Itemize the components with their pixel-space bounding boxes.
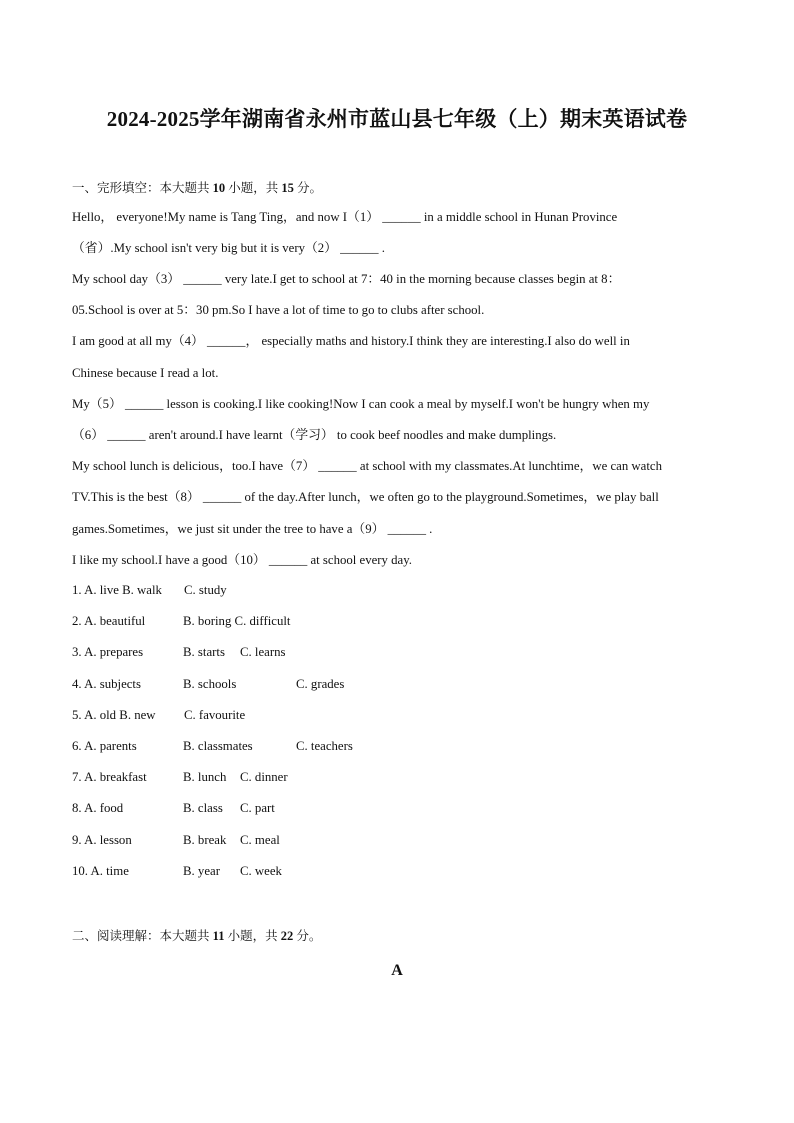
passage-line: I am good at all my（4） ______， especially maths and history.I think they are interesting.I also do well in: [72, 334, 630, 348]
option-a: 9. A. lesson: [72, 833, 132, 847]
option-a: 2. A. beautiful: [72, 614, 146, 628]
passage-line: Chinese because I read a lot.: [72, 366, 219, 380]
passage-line: My（5） ______ lesson is cooking.I like cooking!Now I can cook a meal by myself.I won't be hungry when my: [72, 397, 650, 411]
passage-line: TV.This is the best（8） ______ of the day.After lunch，we often go to the playground.Sometimes，we play ball: [72, 490, 659, 504]
option-c: C. teachers: [296, 739, 353, 753]
option-a: 3. A. prepares: [72, 645, 144, 659]
option-b: B. starts: [183, 645, 225, 659]
passage-line: （6） ______ aren't around.I have learnt（学习） to cook beef noodles and make dumplings.: [72, 428, 557, 442]
option-a: 5. A. old B. new: [72, 708, 156, 722]
passage-line: 05.School is over at 5：30 pm.So I have a lot of time to go to clubs after school.: [72, 303, 485, 317]
question-options-2: [72, 614, 472, 630]
section-1-prefix: 一、完形填空：本大题共: [72, 181, 213, 195]
question-options-4: [72, 677, 472, 693]
passage-line: Hello， everyone!My name is Tang Ting，and now I（1） ______ in a middle school in Hunan Province: [72, 210, 618, 224]
section-2-prefix: 二、阅读理解：本大题共: [72, 929, 213, 943]
option-c: C. part: [240, 801, 275, 815]
section-1-suffix: 分。: [293, 181, 323, 195]
passage-line: （省）.My school isn't very big but it is very（2） ______ .: [72, 241, 385, 255]
question-options-9: [72, 833, 472, 849]
option-b: B. boring C. difficult: [183, 614, 291, 628]
option-c: C. grades: [296, 677, 345, 691]
option-a: 1. A. live B. walk: [72, 583, 162, 597]
section-2-count: 11: [212, 929, 225, 943]
question-options-8: [72, 801, 472, 817]
section-2-mid: 小题，共: [224, 929, 281, 943]
option-a: 7. A. breakfast: [72, 770, 147, 784]
option-b: B. lunch: [183, 770, 227, 784]
section-1-heading: [72, 178, 322, 196]
question-options-1: [72, 583, 472, 599]
option-b: B. break: [183, 833, 227, 847]
option-c: C. favourite: [184, 708, 246, 722]
page-title: 2024-2025学年湖南省永州市蓝山县七年级（上）期末英语试卷: [106, 107, 688, 131]
section-2-score: 22: [280, 929, 294, 943]
section-1-score: 15: [281, 181, 294, 195]
option-c: C. meal: [240, 833, 280, 847]
section-2-suffix: 分。: [293, 929, 322, 943]
option-a: 6. A. parents: [72, 739, 137, 753]
option-c: C. dinner: [240, 770, 288, 784]
option-a: 4. A. subjects: [72, 677, 141, 691]
option-b: B. schools: [183, 677, 237, 691]
option-c: C. week: [240, 864, 282, 878]
option-c: C. study: [184, 583, 227, 597]
question-options-7: [72, 770, 472, 786]
passage-label-a: A: [391, 962, 403, 979]
option-b: B. class: [183, 801, 223, 815]
section-1-mid: 小题，共: [225, 181, 282, 195]
section-1-count: 10: [212, 181, 226, 195]
section-2-heading: [72, 926, 321, 944]
passage-line: games.Sometimes，we just sit under the tree to have a（9） ______ .: [72, 522, 433, 536]
passage-line: I like my school.I have a good（10） ______ at school every day.: [72, 553, 412, 567]
option-a: 8. A. food: [72, 801, 124, 815]
option-c: C. learns: [240, 645, 286, 659]
question-options-6: [72, 739, 472, 755]
question-options-3: [72, 645, 472, 661]
question-options-10: [72, 864, 472, 880]
option-b: B. classmates: [183, 739, 253, 753]
question-options-5: [72, 708, 472, 724]
passage-line: My school day（3） ______ very late.I get to school at 7：40 in the morning because classes begin at 8：: [72, 272, 621, 286]
option-a: 10. A. time: [72, 864, 129, 878]
passage-line: My school lunch is delicious，too.I have（7） ______ at school with my classmates.At lunchtime，we can watch: [72, 459, 662, 473]
option-b: B. year: [183, 864, 220, 878]
